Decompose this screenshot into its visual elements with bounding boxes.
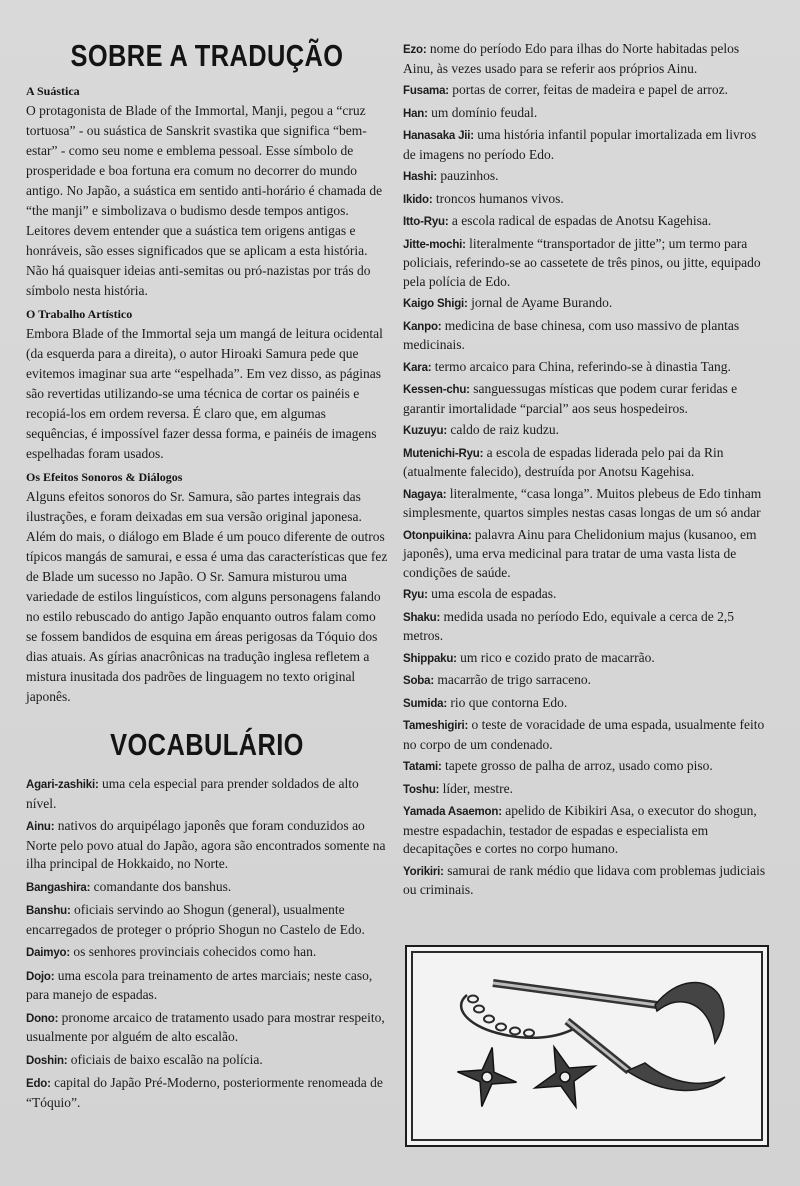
vocab-term: Tameshigiri: — [403, 720, 469, 732]
weapons-illustration — [405, 945, 769, 1147]
vocab-definition: literalmente, “casa longa”. Muitos plebeus de Edo tinham simplesmente, quartos simples nestas casas longas de um só andar — [403, 485, 762, 520]
vocab-entry — [403, 358, 769, 378]
vocab-term: Agari-zashiki: — [26, 779, 99, 791]
vocab-entry — [403, 526, 769, 583]
vocab-definition: macarrão de trigo sarraceno. — [433, 672, 591, 687]
vocab-entry — [403, 649, 769, 669]
shuriken-icon — [524, 1036, 606, 1118]
left-column — [26, 0, 388, 1116]
vocab-term: Kara: — [403, 361, 432, 374]
vocab-definition: termo arcaico para China, referindo-se à dinastia Tang. — [431, 358, 731, 374]
vocab-definition: oficiais servindo ao Shogun (general), usualmente encarregados de proteger o próprio Shogun no Castelo de Edo. — [26, 902, 365, 937]
vocab-term: Tatami: — [403, 761, 442, 773]
vocab-definition: uma escola de espadas. — [427, 586, 557, 601]
vocab-term: Kanpo: — [403, 320, 442, 333]
vocab-definition: caldo de raiz kudzu. — [446, 422, 560, 437]
vocab-entry — [26, 1051, 388, 1071]
weapons-drawing — [407, 947, 767, 1145]
vocab-entry — [403, 81, 769, 101]
vocab-definition: rio que contorna Edo. — [446, 694, 568, 710]
vocab-term: Kessen-chu: — [403, 384, 470, 396]
vocab-term: Shaku: — [403, 611, 441, 624]
vocab-term: Itto-Ryu: — [403, 216, 449, 228]
vocab-entry — [26, 967, 388, 1005]
vocab-definition: o teste de voracidade de uma espada, usualmente feito no corpo de um condenado. — [403, 717, 765, 752]
vocab-term: Ryu: — [403, 589, 428, 601]
section-text-swastika: O protagonista de Blade of the Immortal, Manji, pegou a “cruz tortuosa” - ou suástica de Sanskrit svastika que significa “bem-estar” - como seu nome e emblema pessoal. Esse símbolo de prosperidade e boa fortuna era comum no decorrer do mundo antigo. No Japão, a suástica em sentido anti-horário é chamada de “the manji” e simbolizava o budismo desde tempos antigos. Leitores devem entender que a suástica tem origens antigas e honráveis, são esses significados que se aplicam a esta história. Não há quaisquer ideias anti-semitas ou pró-nazistas por trás do símbolo nesta história. — [26, 103, 383, 298]
vocab-definition: os senhores provinciais cohecidos como han. — [69, 944, 317, 959]
vocab-entry — [26, 817, 388, 874]
vocab-entry — [26, 943, 388, 963]
section-heading-artwork: O Trabalho Artístico — [26, 307, 133, 321]
vocab-definition: portas de correr, feitas de madeira e papel de arroz. — [448, 82, 728, 97]
vocab-term: Nagaya: — [403, 488, 447, 501]
vocab-entry — [403, 802, 769, 859]
vocab-entry — [403, 671, 769, 691]
vocab-term: Shippaku: — [403, 652, 457, 665]
vocab-entry — [403, 40, 769, 78]
vocab-entry — [26, 775, 388, 813]
vocab-entry — [403, 380, 769, 418]
vocab-definition: troncos humanos vivos. — [432, 190, 564, 206]
vocab-entry — [403, 104, 769, 124]
section-text-artwork: Embora Blade of the Immortal seja um mangá de leitura ocidental (da esquerda para a direita), o autor Hiroaki Samura pede que evitemos imaginar sua arte “espelhada”. Em vez disso, as páginas são revertidas utilizando-se uma técnica de cortar os painéis e recopiá-los em ordem reversa. É claro que, em algumas sequências, é impossível fazer dessa forma, e painéis de imagens espelhadas foram usados. — [26, 326, 383, 461]
vocab-definition: pauzinhos. — [436, 168, 499, 183]
vocab-term: Ezo: — [403, 44, 427, 56]
vocab-term: Ikido: — [403, 193, 433, 206]
right-column — [403, 40, 769, 903]
vocab-definition: jornal de Ayame Burando. — [467, 295, 613, 310]
vocab-definition: nativos do arquipélago japonês que foram conduzidos ao Norte pelo povo atual do Japão, agora são encontrados somente na ilha principal de Hokkaido, no Norte. — [26, 818, 386, 871]
vocab-term: Fusama: — [403, 85, 449, 97]
translation-title: SOBRE A TRADUÇÃO — [70, 38, 344, 73]
vocab-definition: um rico e cozido prato de macarrão. — [456, 649, 655, 665]
vocab-entry — [26, 878, 388, 898]
vocab-definition: literalmente “transportador de jitte”; um termo para policiais, referindo-se ao cassetete de três pinos, ou jitte, equipado pela polícia de Edo. — [403, 235, 761, 289]
vocabulary-list-right — [403, 40, 769, 900]
vocab-term: Dojo: — [26, 970, 55, 983]
vocab-term: Bangashira: — [26, 881, 91, 894]
shuriken-icon — [452, 1042, 522, 1112]
vocab-entry — [403, 126, 769, 164]
vocab-term: Yamada Asaemon: — [403, 806, 502, 818]
vocab-term: Hanasaka Jii: — [403, 130, 474, 142]
vocab-definition: apelido de Kibikiri Asa, o executor do shogun, mestre espadachin, testador de espadas e especialista em decapitações e cortes no corpo humano. — [403, 803, 757, 856]
vocab-entry — [403, 294, 769, 314]
vocab-term: Han: — [403, 107, 428, 120]
vocab-term: Ainu: — [26, 821, 55, 833]
vocab-term: Banshu: — [26, 905, 71, 917]
vocab-definition: tapete grosso de palha de arroz, usado como piso. — [441, 758, 713, 773]
vocabulary-list-left — [26, 775, 388, 1112]
vocab-term: Edo: — [26, 1078, 51, 1090]
vocab-definition: líder, mestre. — [439, 780, 513, 796]
vocab-entry — [403, 421, 769, 441]
vocab-term: Doshin: — [26, 1054, 68, 1067]
vocab-entry — [403, 190, 769, 210]
vocab-entry — [403, 585, 769, 605]
section-text-sound-effects: Alguns efeitos sonoros do Sr. Samura, são partes integrais das ilustrações, e foram deixadas em sua versão original japonesa. Além do mais, o diálogo em Blade é um pouco diferente de outros típicos mangás de samurai, e essa é uma das características que fez de Blade um sucesso no Japão. O Sr. Samura misturou uma variedade de estilos linguísticos, com alguns personagens falando no estilo rebuscado do antigo Japão enquanto outros falam como se fossem bandidos de esquina em áreas perigosas da Tóquio dos dias atuais. As gírias anacrônicas na tradução inglesa refletem a mistura inusitada dos padrões de linguagem no texto original japonês. — [26, 489, 388, 704]
vocab-definition: palavra Ainu para Chelidonium majus (kusanoo, em japonês), uma erva medicinal para tratar de uma vasta lista de condições de saúde. — [403, 526, 757, 580]
vocabulary-title: VOCABULÁRIO — [110, 727, 304, 762]
vocab-definition: comandante dos banshus. — [90, 878, 232, 894]
vocab-definition: pronome arcaico de tratamento usado para mostrar respeito, usualmente por alguém de alto escalão. — [26, 1009, 385, 1044]
vocab-entry — [403, 167, 769, 187]
vocab-definition: oficiais de baixo escalão na polícia. — [67, 1051, 263, 1067]
vocab-term: Toshu: — [403, 783, 440, 796]
vocab-entry — [403, 212, 769, 232]
vocab-entry — [26, 1009, 388, 1047]
vocab-term: Dono: — [26, 1012, 59, 1025]
vocab-definition: uma história infantil popular imortalizada em livros de imagens no período Edo. — [403, 127, 757, 162]
vocab-term: Mutenichi-Ryu: — [403, 447, 484, 460]
vocab-entry — [403, 608, 769, 646]
vocab-definition: a escola radical de espadas de Anotsu Kagehisa. — [448, 213, 712, 228]
vocab-entry — [403, 757, 769, 777]
vocab-entry — [403, 780, 769, 800]
vocab-entry — [403, 317, 769, 355]
vocab-term: Daimyo: — [26, 947, 70, 959]
vocab-entry — [403, 444, 769, 482]
vocab-entry — [403, 716, 769, 754]
vocab-term: Sumida: — [403, 697, 447, 710]
vocab-entry — [403, 485, 769, 523]
vocab-term: Hashi: — [403, 171, 437, 183]
vocab-term: Soba: — [403, 675, 434, 687]
vocab-term: Otonpuikina: — [403, 529, 472, 542]
vocab-entry — [26, 1074, 388, 1112]
vocab-entry — [403, 694, 769, 714]
vocab-definition: samurai de rank médio que lidava com problemas judiciais ou criminais. — [403, 862, 766, 897]
vocab-definition: sanguessugas místicas que podem curar feridas e garantir imortalidade “parcial” aos seus hospedeiros. — [403, 381, 738, 416]
vocab-term: Kuzuyu: — [403, 425, 447, 437]
vocab-entry — [26, 901, 388, 939]
vocab-definition: uma cela especial para prender soldados de alto nível. — [26, 776, 359, 811]
vocab-definition: medicina de base chinesa, com uso massivo de plantas medicinais. — [403, 317, 740, 352]
vocab-definition: nome do período Edo para ilhas do Norte habitadas pelos Ainu, às vezes usado para se referir aos próprios Ainu. — [403, 41, 740, 76]
section-heading-sound-effects: Os Efeitos Sonoros & Diálogos — [26, 470, 183, 484]
vocab-definition: a escola de espadas liderada pelo pai da Rin (atualmente falecido), destruída por Anotsu Kagehisa. — [403, 444, 724, 479]
vocab-definition: capital do Japão Pré-Moderno, posteriormente renomeada de “Tóquio”. — [26, 1075, 383, 1110]
vocab-entry — [403, 235, 769, 292]
vocab-term: Jitte-mochi: — [403, 238, 466, 251]
vocab-term: Yorikiri: — [403, 865, 444, 878]
vocab-definition: um domínio feudal. — [427, 104, 538, 120]
section-heading-swastika: A Suástica — [26, 84, 80, 98]
vocab-definition: uma escola para treinamento de artes marciais; neste caso, para manejo de espadas. — [26, 967, 373, 1002]
vocab-entry — [403, 862, 769, 900]
vocab-term: Kaigo Shigi: — [403, 298, 468, 310]
vocab-definition: medida usada no período Edo, equivale a cerca de 2,5 metros. — [403, 608, 735, 643]
